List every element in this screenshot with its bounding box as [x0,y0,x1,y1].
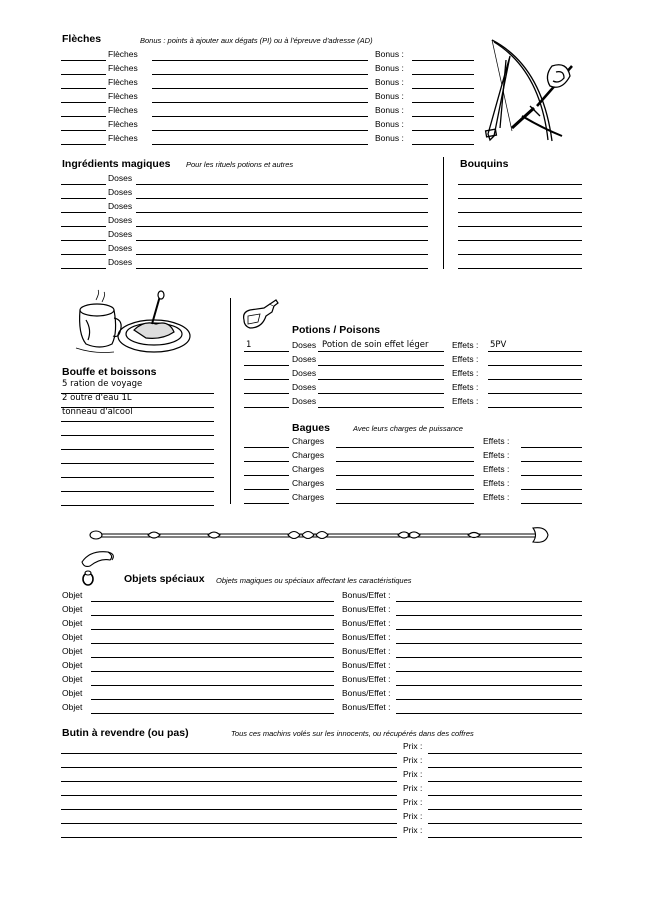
butin-item-line[interactable] [61,809,397,810]
butin-prix-label: Prix : [403,741,423,751]
ingredients-name-line[interactable] [136,184,428,185]
bagues-name-line[interactable] [336,489,474,490]
potions-name-line[interactable] [318,407,444,408]
butin-prix-label: Prix : [403,769,423,779]
ingredients-name-line[interactable] [136,240,428,241]
ingredients-qty-line[interactable] [61,198,106,199]
objets-name-line[interactable] [91,671,334,672]
ingredients-row-label: Doses [108,173,133,183]
objets-bonus-label: Bonus/Effet : [342,618,391,628]
objets-effect-line[interactable] [396,657,582,658]
bouquins-line[interactable] [458,212,582,213]
fleches-bonus-line[interactable] [412,116,474,117]
objets-effect-line[interactable] [396,615,582,616]
ingredients-qty-line[interactable] [61,226,106,227]
bouffe-line[interactable] [61,435,214,436]
objets-name-line[interactable] [91,643,334,644]
fleches-bonus-label: Bonus : [375,63,404,73]
bouffe-line[interactable] [61,463,214,464]
objets-bonus-label: Bonus/Effet : [342,660,391,670]
potions-title: Potions / Poisons [292,324,381,336]
potions-effets-label: Effets : [452,340,479,350]
ingredients-row-label: Doses [108,201,133,211]
fleches-qty-line[interactable] [61,88,106,89]
butin-title: Butin à revendre (ou pas) [62,727,189,739]
fleches-name-line[interactable] [152,144,368,145]
ingredients-qty-line[interactable] [61,184,106,185]
objets-bonus-label: Bonus/Effet : [342,604,391,614]
objets-row-label: Objet [62,646,83,656]
bagues-row-label: Charges [292,436,325,446]
butin-subtitle: Tous ces machins volés sur les innocents, ou récupérés dans des coffres [231,729,474,738]
potions-qty-line[interactable] [244,407,289,408]
objets-bonus-label: Bonus/Effet : [342,590,391,600]
potion-first-name: Potion de soin effet léger [322,340,429,350]
ingredients-qty-line[interactable] [61,268,106,269]
fleches-name-line[interactable] [152,74,368,75]
butin-item-line[interactable] [61,781,397,782]
potions-qty-line[interactable] [244,393,289,394]
objets-subtitle: Objets magiques ou spéciaux affectant les caractéristiques [216,576,412,585]
butin-price-line[interactable] [428,781,582,782]
potions-qty-line[interactable] [244,351,289,352]
ingredients-qty-line[interactable] [61,212,106,213]
butin-item-line[interactable] [61,823,397,824]
food-illustration [74,290,194,358]
bagues-row-label: Charges [292,450,325,460]
objets-effect-line[interactable] [396,671,582,672]
objets-effect-line[interactable] [396,713,582,714]
bagues-effect-line[interactable] [521,461,582,462]
potions-effets-label: Effets : [452,396,479,406]
bagues-effect-line[interactable] [521,489,582,490]
staff-divider-illustration [88,524,550,548]
fleches-bonus-label: Bonus : [375,105,404,115]
potions-name-line[interactable] [318,379,444,380]
objets-name-line[interactable] [91,713,334,714]
ingredients-row-label: Doses [108,243,133,253]
butin-item-line[interactable] [61,753,397,754]
potions-name-line[interactable] [318,393,444,394]
potions-row-label: Doses [292,396,317,406]
bouquins-line[interactable] [458,240,582,241]
bagues-qty-line[interactable] [244,475,289,476]
objets-row-label: Objet [62,702,83,712]
butin-price-line[interactable] [428,823,582,824]
fleches-name-line[interactable] [152,88,368,89]
fleches-title: Flèches [62,33,102,45]
bouquins-line[interactable] [458,184,582,185]
fleches-qty-line[interactable] [61,116,106,117]
fleches-bonus-line[interactable] [412,60,474,61]
fleches-qty-line[interactable] [61,102,106,103]
fleches-qty-line[interactable] [61,60,106,61]
bouffe-item: 2 outre d'eau 1L [62,393,132,403]
bouffe-line[interactable] [61,477,214,478]
bouffe-divider [230,298,231,504]
bagues-qty-line[interactable] [244,503,289,504]
ingredients-qty-line[interactable] [61,240,106,241]
objets-bonus-label: Bonus/Effet : [342,702,391,712]
objets-row-label: Objet [62,604,83,614]
potions-effets-label: Effets : [452,368,479,378]
bagues-name-line[interactable] [336,503,474,504]
objets-name-line[interactable] [91,699,334,700]
objets-bonus-label: Bonus/Effet : [342,632,391,642]
bagues-effect-line[interactable] [521,503,582,504]
fleches-qty-line[interactable] [61,144,106,145]
fleches-bonus-line[interactable] [412,130,474,131]
butin-prix-label: Prix : [403,783,423,793]
fleches-bonus-line[interactable] [412,88,474,89]
bouffe-line[interactable] [61,421,214,422]
bagues-effect-line[interactable] [521,475,582,476]
bouquins-line[interactable] [458,226,582,227]
butin-price-line[interactable] [428,767,582,768]
butin-price-line[interactable] [428,809,582,810]
bagues-effets-label: Effets : [483,478,510,488]
ingredients-name-line[interactable] [136,254,428,255]
bouquins-line[interactable] [458,198,582,199]
bagues-effets-label: Effets : [483,436,510,446]
potions-effect-line[interactable] [488,351,582,352]
fleches-bonus-label: Bonus : [375,133,404,143]
bagues-name-line[interactable] [336,475,474,476]
fleches-name-line[interactable] [152,60,368,61]
ingredients-row-label: Doses [108,229,133,239]
bouquins-line[interactable] [458,268,582,269]
fleches-subtitle: Bonus : points à ajouter aux dégats (PI) ou à l'épreuve d'adresse (AD) [140,36,373,45]
bagues-effect-line[interactable] [521,447,582,448]
fleches-bonus-label: Bonus : [375,49,404,59]
objets-row-label: Objet [62,590,83,600]
fleches-row-label: Flèches [108,63,138,73]
objets-row-label: Objet [62,660,83,670]
potions-effets-label: Effets : [452,382,479,392]
fleches-bonus-label: Bonus : [375,91,404,101]
objets-effect-line[interactable] [396,601,582,602]
potions-qty-line[interactable] [244,379,289,380]
fleches-row-label: Flèches [108,119,138,129]
potions-row-label: Doses [292,340,317,350]
objets-bonus-label: Bonus/Effet : [342,674,391,684]
fleches-row-label: Flèches [108,105,138,115]
butin-price-line[interactable] [428,837,582,838]
bagues-name-line[interactable] [336,461,474,462]
fleches-row-label: Flèches [108,91,138,101]
butin-prix-label: Prix : [403,797,423,807]
potions-effect-line[interactable] [488,379,582,380]
ingredients-name-line[interactable] [136,226,428,227]
potions-qty-line[interactable] [244,365,289,366]
fleches-row-label: Flèches [108,133,138,143]
bagues-effets-label: Effets : [483,450,510,460]
ingredients-name-line[interactable] [136,268,428,269]
objets-bonus-label: Bonus/Effet : [342,688,391,698]
potion-first-qty: 1 [246,340,252,350]
bagues-effets-label: Effets : [483,492,510,502]
potions-name-line[interactable] [318,351,444,352]
objets-name-line[interactable] [91,657,334,658]
ingredients-qty-line[interactable] [61,254,106,255]
ingredients-name-line[interactable] [136,212,428,213]
scroll-ring-icon [80,548,116,588]
bagues-row-label: Charges [292,492,325,502]
bagues-qty-line[interactable] [244,447,289,448]
bouquins-title: Bouquins [460,158,509,170]
butin-price-line[interactable] [428,795,582,796]
objets-row-label: Objet [62,688,83,698]
objets-effect-line[interactable] [396,685,582,686]
potions-effets-label: Effets : [452,354,479,364]
bagues-effets-label: Effets : [483,464,510,474]
objets-name-line[interactable] [91,601,334,602]
butin-item-line[interactable] [61,795,397,796]
ingredients-name-line[interactable] [136,198,428,199]
butin-item-line[interactable] [61,837,397,838]
bouffe-title: Bouffe et boissons [62,366,157,378]
butin-prix-label: Prix : [403,755,423,765]
objets-row-label: Objet [62,632,83,642]
bagues-qty-line[interactable] [244,461,289,462]
ingredients-row-label: Doses [108,257,133,267]
ingredients-title: Ingrédients magiques [62,158,171,170]
butin-price-line[interactable] [428,753,582,754]
weapons-illustration [482,36,577,146]
fleches-name-line[interactable] [152,116,368,117]
bouffe-line[interactable] [61,491,214,492]
bouffe-item: 5 ration de voyage [62,379,143,389]
bouffe-item: tonneau d'alcool [62,407,133,417]
potions-row-label: Doses [292,382,317,392]
objets-name-line[interactable] [91,629,334,630]
fleches-row-label: Flèches [108,77,138,87]
objets-bonus-label: Bonus/Effet : [342,646,391,656]
fleches-row-label: Flèches [108,49,138,59]
ingredients-row-label: Doses [108,187,133,197]
bagues-qty-line[interactable] [244,489,289,490]
potions-effect-line[interactable] [488,407,582,408]
potions-effect-line[interactable] [488,365,582,366]
potions-row-label: Doses [292,354,317,364]
objets-row-label: Objet [62,618,83,628]
fleches-qty-line[interactable] [61,130,106,131]
bagues-subtitle: Avec leurs charges de puissance [353,424,463,433]
fleches-bonus-label: Bonus : [375,77,404,87]
objets-effect-line[interactable] [396,699,582,700]
fleches-bonus-label: Bonus : [375,119,404,129]
butin-item-line[interactable] [61,767,397,768]
fleches-bonus-line[interactable] [412,74,474,75]
bouffe-line[interactable] [61,505,214,506]
bagues-name-line[interactable] [336,447,474,448]
bagues-title: Bagues [292,422,330,434]
butin-prix-label: Prix : [403,825,423,835]
potions-name-line[interactable] [318,365,444,366]
objets-title: Objets spéciaux [124,573,205,585]
fleches-name-line[interactable] [152,130,368,131]
bouffe-line[interactable] [61,449,214,450]
bagues-row-label: Charges [292,464,325,474]
potion-first-effect: 5PV [490,340,507,350]
objets-name-line[interactable] [91,685,334,686]
fleches-name-line[interactable] [152,102,368,103]
ingredients-divider [443,157,444,269]
ingredients-subtitle: Pour les rituels potions et autres [186,160,294,169]
bottle-icon [240,300,280,332]
objets-name-line[interactable] [91,615,334,616]
potions-row-label: Doses [292,368,317,378]
bouquins-line[interactable] [458,254,582,255]
fleches-qty-line[interactable] [61,74,106,75]
objets-effect-line[interactable] [396,629,582,630]
butin-prix-label: Prix : [403,811,423,821]
potions-effect-line[interactable] [488,393,582,394]
fleches-bonus-line[interactable] [412,144,474,145]
ingredients-row-label: Doses [108,215,133,225]
objets-row-label: Objet [62,674,83,684]
objets-effect-line[interactable] [396,643,582,644]
bagues-row-label: Charges [292,478,325,488]
fleches-bonus-line[interactable] [412,102,474,103]
